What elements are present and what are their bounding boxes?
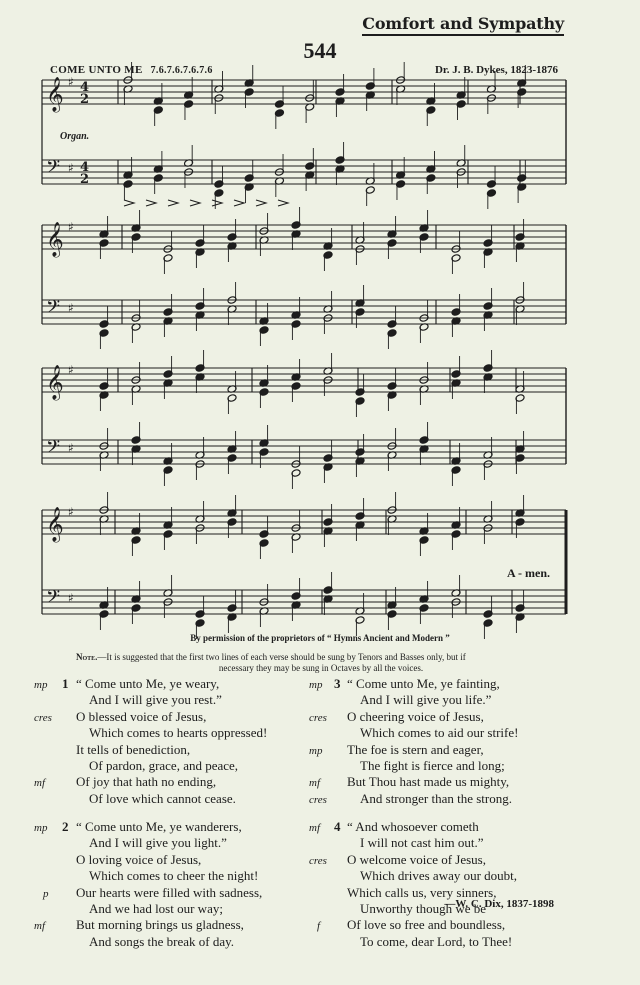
performance-note [76,652,566,674]
stanza-4 [309,819,577,950]
verse-text: “ Come unto Me, ye weary, [76,676,220,691]
verse-text: And songs the break of day. [89,933,235,949]
verse-line [34,708,316,725]
verse-line [76,791,316,807]
verse-text: “ Come unto Me, ye fainting, [347,676,500,691]
verse-number: 2 [62,819,69,834]
treble-clef: 𝄞 [46,222,64,257]
verse-text: Which comes to cheer the night! [89,868,259,884]
dynamic-mark: mf [309,777,320,790]
verse-line [347,758,577,774]
accent-mark [146,200,156,206]
bass-clef: 𝄢 [46,587,61,612]
verse-line [309,741,577,758]
verse-text: Unworthy though we be [360,900,487,916]
verse-text: And stronger than the strong. [360,790,513,806]
accent-mark [256,200,266,206]
verse-text: But morning brings us gladness, [76,917,244,933]
verse-line [76,852,316,868]
dynamic-mark: mp [309,679,323,691]
meter: 7.6.7.6.7.6.7.6 [150,65,213,76]
accent-mark [234,200,244,206]
verse-text: Of pardon, grace, and peace, [89,757,239,773]
verse-line [309,774,577,790]
verse-line [34,676,316,692]
note-line2: necessary they may be sung in Octaves by all the voices. [218,663,424,673]
dynamic-mark: cres [309,854,327,867]
text-author: —W. C. Dix, 1837-1898 [444,898,554,910]
section-title: Comfort and Sympathy [362,14,564,36]
bass-clef: 𝄢 [46,437,61,462]
verse-line [76,934,316,950]
bass-clef: 𝄢 [46,297,61,322]
accent-mark [168,200,178,206]
verse-text: Which comes to aid our strife! [360,725,519,741]
verse-text: And we had lost our way; [89,900,223,916]
time-signature-bottom: 2 [80,92,90,107]
tune-name: COME UNTO ME [50,64,143,76]
verse-line [76,901,316,917]
verse-line [309,790,577,807]
dynamic-mark: mf [34,777,45,790]
treble-clef: 𝄞 [46,77,64,112]
verse-number: 1 [62,676,69,691]
key-signature: ♯ [68,220,74,234]
verse-text: O welcome voice of Jesus, [347,851,486,867]
dynamic-mark: f [317,920,321,933]
dynamic-mark: mf [34,920,45,933]
dynamic-mark: cres [34,711,52,724]
accent-mark [278,200,288,206]
verse-line [347,934,577,950]
treble-clef: 𝄞 [46,365,64,400]
verse-line [309,851,577,868]
verse-text: The foe is stern and eager, [347,741,484,757]
verse-text: “ And whosoever cometh [347,819,479,834]
key-signature: ♯ [68,505,74,519]
verse-text: And I will give you light.” [89,835,227,851]
accent-mark [212,200,222,206]
verse-line [76,725,316,741]
verse-number: 3 [334,676,341,691]
verse-line [309,708,577,725]
accent-mark [124,200,134,206]
verse-text: The fight is fierce and long; [360,757,505,773]
verse-text: Of joy that hath no ending, [76,774,217,790]
dynamic-mark: cres [309,793,327,806]
time-signature-top: 4 [80,80,90,95]
verse-line [76,835,316,851]
stanza-3 [309,676,577,807]
verse-text: “ Come unto Me, ye wanderers, [76,819,242,834]
verse-text: Which comes to hearts oppressed! [89,725,268,741]
verse-text: But Thou hast made us mighty, [347,774,510,790]
amen-label: A - men. [507,566,550,580]
verse-line [76,868,316,884]
key-signature: ♯ [68,301,74,315]
stanza-1 [34,676,316,807]
verse-text: O blessed voice of Jesus, [76,708,207,724]
time-signature-bottom: 2 [80,172,90,187]
verse-text: Which drives away our doubt, [360,868,518,884]
key-signature: ♯ [68,591,74,605]
verse-text: And I will give you rest.” [89,692,222,708]
note-label: Note. [76,652,98,662]
verse-text: Of love which cannot cease. [89,790,236,806]
composer: Dr. J. B. Dykes, 1823-1876 [434,64,558,76]
dynamic-mark: cres [309,711,327,724]
bass-clef: 𝄢 [46,157,61,182]
note-line1: —It is suggested that the first two lines of each verse should be sung by Tenors and Basses only, but if [97,652,466,662]
dynamic-mark: mp [34,822,48,834]
stanza-2 [34,819,316,950]
dynamic-mark: mp [34,679,48,691]
verse-line [347,692,577,708]
verse-line [309,676,577,692]
verse-text: Which calls us, very sinners, [347,884,497,900]
verse-text: It tells of benediction, [76,741,191,757]
accent-mark [190,200,200,206]
verse-text: O cheering voice of Jesus, [347,708,484,724]
verse-line [43,884,316,901]
verse-text: O loving voice of Jesus, [76,851,202,867]
verse-line [76,758,316,774]
verse-number: 4 [334,819,341,834]
verse-line [347,835,577,851]
hymn-number: 544 [303,38,337,63]
treble-clef: 𝄞 [46,507,64,542]
key-signature: ♯ [68,161,74,175]
verse-line [76,692,316,708]
verse-text: I will not cast him out.” [360,835,484,851]
verse-line [34,917,316,933]
verse-line [76,742,316,758]
dynamic-mark: mp [309,744,323,757]
verse-line [317,917,577,933]
verse-text: And I will give you life.” [360,692,492,708]
organ-label: Organ. [60,131,90,142]
key-signature: ♯ [68,363,74,377]
key-signature: ♯ [68,75,74,89]
verse-line [347,725,577,741]
permission-notice: By permission of the proprietors of “ Hymns Ancient and Modern ” [190,633,450,643]
verse-line [309,819,577,835]
time-signature-top: 4 [80,160,90,175]
verse-text: To come, dear Lord, to Thee! [360,933,513,949]
verse-line [34,819,316,835]
dynamic-mark: mf [309,822,320,834]
verse-line [34,774,316,790]
key-signature: ♯ [68,441,74,455]
verse-line [347,868,577,884]
dynamic-mark: p [43,887,49,900]
verse-text: Of love so free and boundless, [347,917,506,933]
verse-text: Our hearts were filled with sadness, [76,884,263,900]
